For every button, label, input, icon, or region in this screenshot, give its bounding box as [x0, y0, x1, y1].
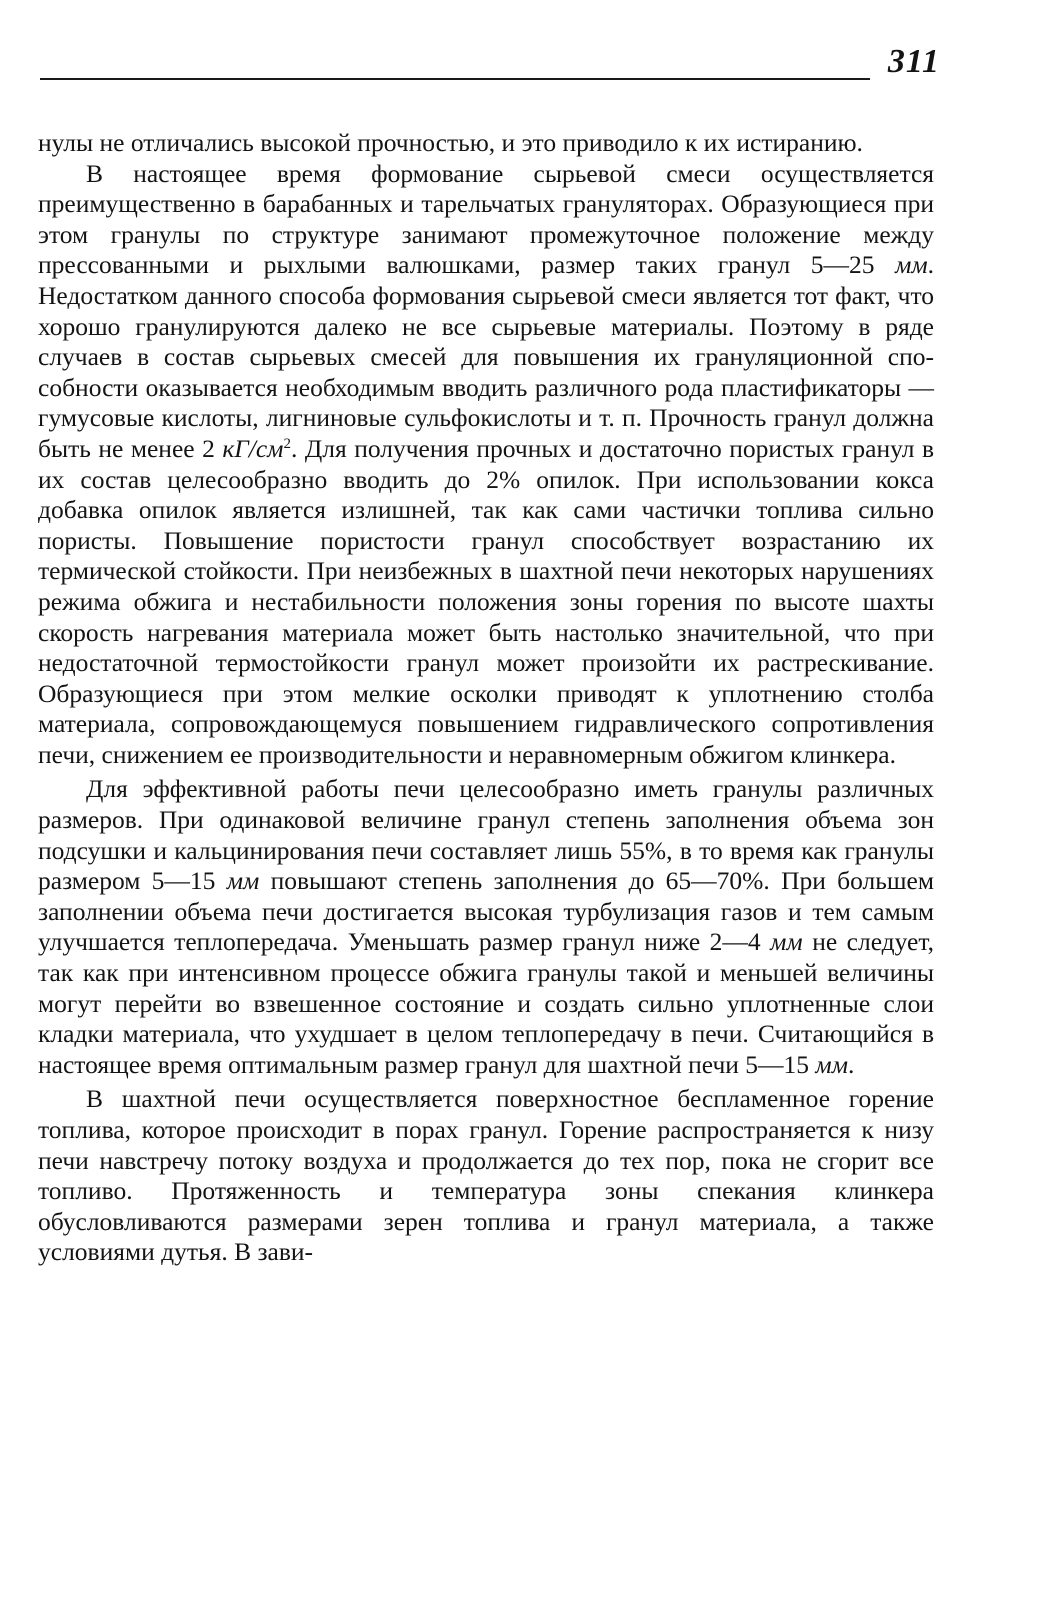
text-run: повышают степень заполнения до 65—70%. При большем заполнении объема печи достигается высокая турбулизация газов и тем самым улучшается теплопередача. Уменьшать размер гранул ниже 2—4	[38, 866, 935, 957]
text-run: . Для получения прочных и достаточно пористых гранул в их состав целесообразно вводить до 2% опилок. При использовании кокса добавка опилок является излишней, так как сами частички топлива сильно пористы. Повышение пористости гранул способствует возрастанию их термической стойкости. При неизбежных в шахтной печи некоторых нарушениях режима обжига и нестабильности положения зоны горения по высоте шахты скорость нагревания материала может быть настолько значительной, что при недостаточной термостойкости гранул может произойти их растрескивание. Образующиеся при этом мелкие осколки приводят к уплотнению столба материала, сопровождающемуся повышением гидравлического сопротивления печи, снижением ее производительности и неравномерным обжигом клинкера.	[38, 433, 934, 769]
unit-italic: мм	[815, 1049, 848, 1079]
text-run: В настоящее время формование сырьевой смеси осуществляется преимущественно в барабанных и тарельчатых грануляторах. Образующиеся при этом гранулы по структуре занимают промежуточное положение между прессованными и рыхлыми валюшками, размер таких гранул 5—25	[38, 158, 934, 280]
text-run: .	[847, 1049, 855, 1079]
text-run: нулы не отличались высокой прочностью, и это приводило к их истиранию.	[38, 128, 863, 157]
unit-italic: мм	[770, 927, 803, 957]
unit-italic: мм	[895, 250, 928, 280]
paragraph	[38, 774, 934, 1080]
text-run: . Недостатком данного способа формования сырьевой смеси является тот факт, что хорошо гранулируются далеко не все сырьевые материалы. Поэтому в ряде случаев в состав сырьевых смесей для повышения их грануляционной способности оказывается необходимым вводить различного рода пластификаторы — гумусовые кислоты, лигниновые сульфокислоты и т. п. Прочность гранул должна быть не менее 2	[38, 250, 934, 463]
superscript: 2	[283, 435, 291, 452]
running-header	[40, 40, 940, 84]
header-rule	[40, 78, 870, 80]
paragraph	[38, 1084, 934, 1268]
unit-italic: мм	[226, 866, 260, 896]
text-run: не следует, так как при интенсивном процессе обжига гранулы такой и меньшей величины могут перейти во взвешенное состояние и создать сильно уплотненные слои кладки материала, что ухудшает в целом теплопередачу в печи. Считающийся в настоящее время оптимальным размер гранул для шахтной печи 5—15	[38, 927, 934, 1079]
text-run: Для эффективной работы печи целесообразно иметь гранулы различных размеров. При одинаковой величине гранул степень заполнения объема зон подсушки и кальцинирования печи составляет лишь 55%, в то время как гранулы размером 5—15	[38, 774, 934, 896]
paragraph	[38, 128, 934, 159]
body-text	[38, 128, 934, 1268]
page-number: 311	[887, 43, 940, 80]
paragraph	[38, 159, 934, 771]
text-run: В шахтной печи осуществляется поверхностное беспламенное горение топлива, которое происходит в порах гранул. Горение распространяется к низу печи навстречу потоку воздуха и продолжается до тех пор, пока не сгорит все топливо. Протяженность и температура зоны спекания клинкера обусловливаются размерами зерен топлива и гранул материала, а также условиями дутья. В зави-	[38, 1084, 934, 1267]
unit-italic: кГ/см	[222, 433, 284, 463]
